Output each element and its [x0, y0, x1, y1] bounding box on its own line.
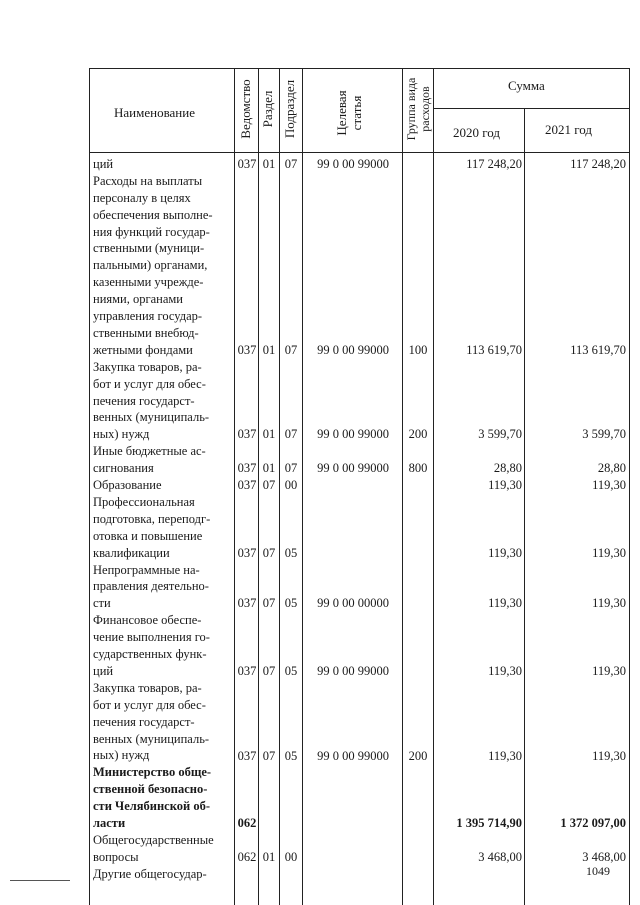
col-border-pod	[302, 68, 303, 905]
row-name-line: пальными) органами,	[93, 258, 208, 273]
header-2020: 2020 год	[453, 125, 500, 140]
header-celevaya: Целевая статья	[334, 90, 364, 136]
row-name-line: ственными (муници-	[93, 241, 205, 256]
row-podrazdel: 05	[284, 664, 298, 678]
col-border-ved	[258, 68, 259, 905]
row-name-line: отовка и повышение	[93, 528, 203, 543]
row-vid-rashodov: 100	[408, 342, 428, 357]
header-summa: Сумма	[508, 78, 545, 93]
row-podrazdel: 05	[284, 748, 298, 763]
row-name-line: венных (муниципаль-	[93, 731, 210, 746]
row-vedomstvo: 062	[237, 816, 257, 831]
row-celevaya: 99 0 00 99000	[317, 427, 389, 442]
row-name-line: печения государст-	[93, 714, 195, 729]
row-name-line: жетными фондами	[93, 342, 193, 357]
row-name-line: Финансовое обеспе-	[93, 613, 202, 628]
row-razdel: 07	[262, 664, 276, 678]
row-razdel: 01	[262, 849, 276, 864]
row-name-line: ственной безопасно-	[93, 782, 208, 797]
row-name-line: ственными внебюд-	[93, 325, 199, 340]
row-celevaya: 99 0 00 99000	[317, 664, 389, 678]
header-razdel: Раздел	[260, 90, 275, 128]
col-border-name	[234, 68, 235, 905]
row-razdel: 01	[262, 342, 276, 357]
row-name-line: сти	[93, 596, 111, 611]
row-vedomstvo: 037	[237, 427, 257, 442]
row-celevaya: 99 0 00 99000	[317, 748, 389, 763]
row-name-line: ных) нужд	[93, 748, 150, 763]
row-name-line: сигнования	[93, 461, 154, 476]
row-name	[93, 477, 231, 494]
row-sum-2020: 119,30	[488, 545, 522, 560]
row-name-line: правления деятельно-	[93, 579, 209, 594]
row-name-line: бот и услуг для обес-	[93, 376, 206, 391]
row-sum-2020: 119,30	[488, 478, 522, 493]
row-name	[93, 359, 231, 443]
row-podrazdel: 07	[284, 427, 298, 442]
row-podrazdel: 07	[284, 461, 298, 476]
table-top-border	[89, 68, 629, 69]
row-celevaya: 99 0 00 99000	[317, 342, 389, 357]
row-name-line: подготовка, переподг-	[93, 511, 211, 526]
row-sum-2021: 3 468,00	[582, 849, 626, 864]
row-name-line: сударственных функ-	[93, 647, 207, 662]
row-name-line: Закупка товаров, ра-	[93, 680, 202, 695]
row-vedomstvo: 062	[237, 849, 257, 864]
row-sum-2021: 119,30	[592, 664, 626, 678]
row-sum-2021: 1 372 097,00	[560, 816, 626, 831]
row-vedomstvo: 037	[237, 596, 257, 611]
footer-line	[10, 880, 70, 881]
row-razdel: 07	[262, 478, 276, 493]
header-vedomstvo: Ведомство	[238, 79, 253, 139]
row-razdel: 07	[262, 545, 276, 560]
row-sum-2020: 119,30	[488, 748, 522, 763]
row-sum-2021: 119,30	[592, 478, 626, 493]
row-sum-2020: 113 619,70	[466, 342, 522, 357]
row-vedomstvo: 037	[237, 478, 257, 493]
row-razdel: 01	[262, 157, 276, 171]
row-name-line: вопросы	[93, 849, 139, 864]
row-name-line: ния функций государ-	[93, 224, 210, 239]
row-celevaya: 99 0 00 00000	[317, 596, 389, 611]
row-name-line: ниями, органами	[93, 292, 183, 307]
col-border-razdel	[279, 68, 280, 905]
page-number: 1049	[586, 864, 610, 878]
row-sum-2021: 117 248,20	[570, 157, 626, 171]
header-sum-divider	[433, 108, 629, 109]
row-vedomstvo: 037	[237, 342, 257, 357]
row-name-line: обеспечения выполне-	[93, 207, 213, 222]
row-name-line: печения государст-	[93, 393, 195, 408]
row-sum-2020: 119,30	[488, 664, 522, 678]
row-name	[93, 443, 231, 477]
col-border-cs	[402, 68, 403, 905]
row-vedomstvo: 037	[237, 157, 257, 171]
row-podrazdel: 07	[284, 342, 298, 357]
row-sum-2020: 119,30	[488, 596, 522, 611]
row-name	[93, 680, 231, 764]
row-name-line: ций	[93, 663, 114, 678]
header-gruppa: Группа вида расходов	[404, 77, 432, 141]
row-razdel: 07	[262, 596, 276, 611]
row-sum-2021: 119,30	[592, 545, 626, 560]
col-border-right	[629, 68, 630, 905]
row-name-line: Другие общегосудар-	[93, 866, 207, 881]
row-name-line: Образование	[93, 478, 162, 493]
row-name	[93, 156, 231, 173]
row-name	[93, 832, 231, 866]
header-2021: 2021 год	[545, 122, 592, 137]
row-celevaya: 99 0 00 99000	[317, 157, 389, 171]
row-name	[93, 173, 231, 359]
header-name: Наименование	[114, 105, 195, 120]
row-podrazdel: 00	[284, 849, 298, 864]
row-vedomstvo: 037	[237, 461, 257, 476]
row-sum-2020: 117 248,20	[466, 157, 522, 171]
row-sum-2021: 119,30	[592, 596, 626, 611]
row-name-line: Иные бюджетные ас-	[93, 444, 206, 459]
row-name-line: Министерство обще-	[93, 765, 212, 780]
row-sum-2020: 3 599,70	[478, 427, 522, 442]
row-name-line: Расходы на выплаты	[93, 173, 203, 188]
row-razdel: 01	[262, 427, 276, 442]
row-razdel: 01	[262, 461, 276, 476]
row-name-line: квалификации	[93, 545, 170, 560]
row-sum-2020: 3 468,00	[478, 849, 522, 864]
row-sum-2021: 28,80	[597, 461, 626, 476]
row-name-line: Закупка товаров, ра-	[93, 359, 202, 374]
row-sum-2021: 119,30	[592, 748, 626, 763]
row-vid-rashodov: 200	[408, 427, 428, 442]
row-name-line: управления государ-	[93, 309, 203, 324]
row-name-line: казенными учрежде-	[93, 275, 204, 290]
row-vedomstvo: 037	[237, 545, 257, 560]
row-sum-2020: 1 395 714,90	[456, 816, 522, 831]
row-name-line: чение выполнения го-	[93, 630, 210, 645]
row-sum-2021: 3 599,70	[582, 427, 626, 442]
row-name	[93, 866, 231, 883]
row-vid-rashodov: 800	[408, 461, 428, 476]
row-name-line: ласти	[93, 816, 126, 831]
row-name-line: Непрограммные на-	[93, 562, 200, 577]
col-border-2020	[524, 108, 525, 905]
col-border-vr	[433, 68, 434, 905]
row-name	[93, 612, 231, 680]
row-razdel: 07	[262, 748, 276, 763]
row-name-line: ций	[93, 157, 114, 171]
row-podrazdel: 00	[284, 478, 298, 493]
col-border-left	[89, 68, 90, 905]
header-podrazdel: Подраздел	[282, 79, 297, 139]
row-celevaya: 99 0 00 99000	[317, 461, 389, 476]
row-podrazdel: 07	[284, 157, 298, 171]
row-name	[93, 494, 231, 562]
row-podrazdel: 05	[284, 545, 298, 560]
row-vid-rashodov: 200	[408, 748, 428, 763]
row-name-line: персоналу в целях	[93, 190, 191, 205]
row-name-line: ных) нужд	[93, 427, 150, 442]
row-podrazdel: 05	[284, 596, 298, 611]
row-vedomstvo: 037	[237, 748, 257, 763]
row-sum-2021: 113 619,70	[570, 342, 626, 357]
row-name	[93, 764, 231, 832]
row-name-line: бот и услуг для обес-	[93, 697, 206, 712]
row-name-line: сти Челябинской об-	[93, 799, 210, 814]
row-sum-2020: 28,80	[493, 461, 522, 476]
row-name-line: венных (муниципаль-	[93, 410, 210, 425]
row-name	[93, 562, 231, 613]
row-name-line: Профессиональная	[93, 495, 195, 509]
row-name-line: Общегосударственные	[93, 833, 214, 847]
row-vedomstvo: 037	[237, 664, 257, 678]
